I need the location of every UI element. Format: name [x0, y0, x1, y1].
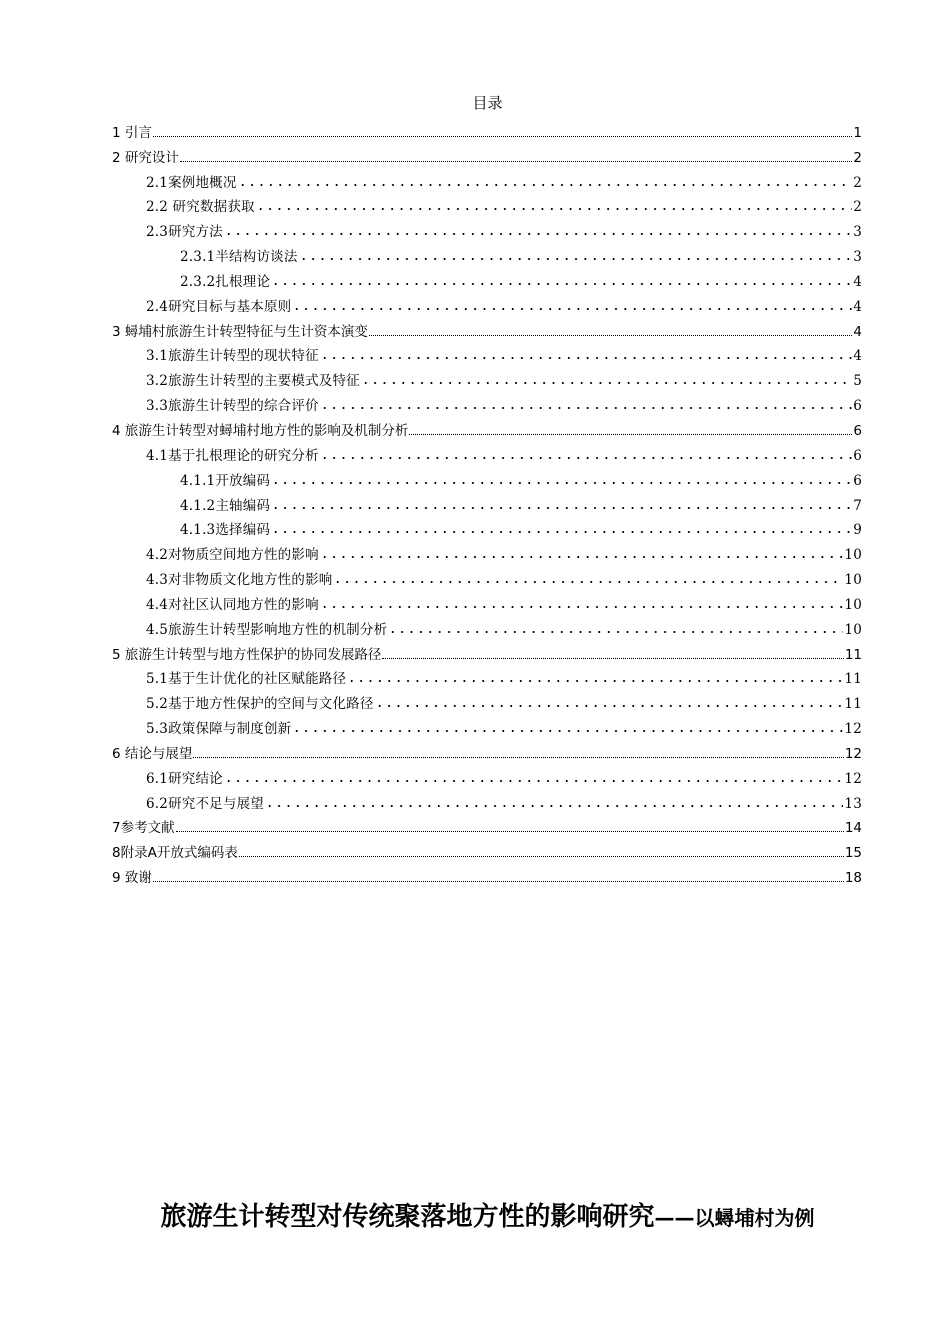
toc-entry-page-number: 11 — [844, 646, 862, 663]
toc-dot-leader — [153, 877, 844, 882]
toc-entry[interactable] — [112, 787, 862, 812]
toc-entry[interactable] — [112, 464, 862, 489]
toc-entry[interactable] — [112, 215, 862, 240]
toc-entry-page-number: 6 — [853, 398, 862, 415]
toc-entry[interactable] — [112, 141, 862, 166]
toc-entry-label: 3.2旅游生计转型的主要模式及特征 — [146, 373, 360, 390]
toc-dot-leader — [239, 852, 844, 857]
toc-entry-page-number: 10 — [844, 547, 862, 564]
toc-entry[interactable] — [112, 638, 862, 663]
document-title-subtitle: 以蟳埔村为例 — [694, 1206, 815, 1230]
toc-dot-leader — [265, 804, 843, 808]
toc-entry[interactable] — [112, 414, 862, 439]
toc-dot-leader — [271, 282, 852, 286]
toc-entry-label: 4.5旅游生计转型影响地方性的机制分析 — [146, 621, 388, 638]
toc-entry[interactable] — [112, 340, 862, 365]
document-title — [0, 1196, 950, 1233]
toc-entry-label: 6 结论与展望 — [112, 745, 193, 762]
toc-entry[interactable] — [112, 439, 862, 464]
toc-entry-page-number: 11 — [844, 696, 862, 713]
toc-entry-label: 4.1.2主轴编码 — [180, 497, 271, 514]
toc-dot-leader — [320, 406, 852, 410]
toc-entry-page-number: 12 — [844, 721, 862, 738]
toc-entry-label: 3.3旅游生计转型的综合评价 — [146, 398, 319, 415]
toc-entry-page-number: 13 — [844, 795, 862, 812]
toc-entry-page-number: 4 — [853, 323, 862, 340]
toc-entry-label: 2.2 研究数据获取 — [146, 199, 255, 216]
toc-entry-page-number: 14 — [844, 820, 862, 837]
toc-heading: 目录 — [472, 94, 503, 112]
toc-entry[interactable] — [112, 812, 862, 837]
toc-entry[interactable] — [112, 364, 862, 389]
toc-entry[interactable] — [112, 563, 862, 588]
toc-dot-leader — [320, 456, 852, 460]
toc-entry[interactable] — [112, 712, 862, 737]
toc-entry-page-number: 18 — [844, 870, 862, 887]
toc-entry-page-number: 4 — [853, 348, 862, 365]
toc-entry[interactable] — [112, 315, 862, 340]
toc-dot-leader — [369, 331, 853, 336]
toc-entry[interactable] — [112, 737, 862, 762]
toc-entry[interactable] — [112, 663, 862, 688]
toc-entry[interactable] — [112, 613, 862, 638]
toc-entry-label: 5.2基于地方性保护的空间与文化路径 — [146, 696, 374, 713]
toc-entry-page-number: 10 — [844, 621, 862, 638]
toc-dot-leader — [271, 530, 852, 534]
toc-entry[interactable] — [112, 489, 862, 514]
toc-entry-label: 4.3对非物质文化地方性的影响 — [146, 572, 333, 589]
toc-entry[interactable] — [112, 836, 862, 861]
toc-entry-page-number: 2 — [853, 149, 862, 166]
toc-entry[interactable] — [112, 389, 862, 414]
toc-dot-leader — [409, 430, 852, 435]
toc-entry-label: 1 引言 — [112, 124, 152, 141]
toc-dot-leader — [388, 630, 843, 634]
toc-entry-label: 7参考文献 — [112, 820, 175, 837]
toc-dot-leader — [320, 356, 852, 360]
toc-dot-leader — [361, 381, 852, 385]
toc-entry[interactable] — [112, 514, 862, 539]
toc-entry-page-number: 6 — [853, 422, 862, 439]
toc-entry-page-number: 12 — [844, 770, 862, 787]
toc-dot-leader — [271, 506, 852, 510]
toc-entry-page-number: 15 — [844, 845, 862, 862]
toc-entry[interactable] — [112, 265, 862, 290]
table-of-contents — [112, 116, 862, 886]
toc-entry-label: 3 蟳埔村旅游生计转型特征与生计资本演变 — [112, 323, 368, 340]
toc-entry-page-number: 5 — [853, 373, 862, 390]
toc-entry-label: 9 致谢 — [112, 870, 152, 887]
toc-dot-leader — [180, 157, 853, 162]
toc-entry-page-number: 1 — [853, 124, 862, 141]
toc-entry-label: 6.2研究不足与展望 — [146, 795, 264, 812]
toc-entry[interactable] — [112, 240, 862, 265]
toc-dot-leader — [238, 183, 853, 187]
toc-entry-page-number: 6 — [853, 447, 862, 464]
toc-entry-label: 2.3.1半结构访谈法 — [180, 249, 298, 266]
toc-dot-leader — [193, 753, 843, 758]
toc-entry[interactable] — [112, 538, 862, 563]
toc-entry-page-number: 4 — [853, 298, 862, 315]
toc-entry-page-number: 2 — [853, 174, 862, 191]
toc-entry-page-number: 2 — [853, 199, 862, 216]
toc-dot-leader — [153, 132, 853, 137]
toc-entry-label: 4.4对社区认同地方性的影响 — [146, 596, 319, 613]
toc-dot-leader — [382, 654, 843, 659]
toc-entry-page-number: 6 — [853, 472, 862, 489]
toc-entry-label: 2.3研究方法 — [146, 224, 223, 241]
toc-entry[interactable] — [112, 116, 862, 141]
toc-dot-leader — [292, 729, 843, 733]
toc-entry-label: 3.1旅游生计转型的现状特征 — [146, 348, 319, 365]
toc-entry-label: 8附录A开放式编码表 — [112, 845, 238, 862]
toc-entry-page-number: 7 — [853, 497, 862, 514]
toc-dot-leader — [176, 827, 844, 832]
toc-entry-label: 4.1.3选择编码 — [180, 522, 271, 539]
toc-entry-label: 5 旅游生计转型与地方性保护的协同发展路径 — [112, 646, 382, 663]
toc-entry-page-number: 3 — [853, 224, 862, 241]
toc-dot-leader — [224, 232, 852, 236]
toc-entry-page-number: 12 — [844, 745, 862, 762]
toc-entry-label: 6.1研究结论 — [146, 770, 223, 787]
toc-entry[interactable] — [112, 588, 862, 613]
toc-dot-leader — [271, 481, 852, 485]
toc-entry[interactable] — [112, 861, 862, 886]
toc-entry-label: 4.1.1开放编码 — [180, 472, 271, 489]
toc-dot-leader — [256, 207, 852, 211]
document-title-main: 旅游生计转型对传统聚落地方性的影响研究 — [160, 1202, 655, 1232]
toc-dot-leader — [347, 679, 843, 683]
toc-entry-label: 2 研究设计 — [112, 149, 179, 166]
toc-dot-leader — [224, 779, 844, 783]
toc-entry-label: 2.1案例地概况 — [146, 174, 237, 191]
toc-entry-page-number: 11 — [844, 671, 862, 688]
toc-entry-label: 4.2对物质空间地方性的影响 — [146, 547, 319, 564]
toc-dot-leader — [292, 307, 852, 311]
toc-entry[interactable] — [112, 762, 862, 787]
toc-entry[interactable] — [112, 191, 862, 216]
toc-dot-leader — [299, 257, 853, 261]
toc-entry-label: 5.1基于生计优化的社区赋能路径 — [146, 671, 347, 688]
toc-dot-leader — [375, 704, 844, 708]
toc-entry-page-number: 10 — [844, 572, 862, 589]
toc-entry-label: 4.1基于扎根理论的研究分析 — [146, 447, 319, 464]
toc-dot-leader — [333, 580, 843, 584]
toc-entry[interactable] — [112, 290, 862, 315]
toc-dot-leader — [320, 555, 844, 559]
toc-entry-label: 4 旅游生计转型对蟳埔村地方性的影响及机制分析 — [112, 422, 409, 439]
toc-entry-page-number: 4 — [853, 273, 862, 290]
toc-entry-page-number: 9 — [853, 522, 862, 539]
toc-entry-label: 5.3政策保障与制度创新 — [146, 721, 292, 738]
toc-entry[interactable] — [112, 166, 862, 191]
toc-entry-page-number: 3 — [853, 249, 862, 266]
toc-entry-page-number: 10 — [844, 596, 862, 613]
toc-entry[interactable] — [112, 687, 862, 712]
toc-dot-leader — [320, 605, 844, 609]
toc-entry-label: 2.3.2扎根理论 — [180, 273, 271, 290]
toc-entry-label: 2.4研究目标与基本原则 — [146, 298, 292, 315]
document-title-dash: —— — [654, 1206, 695, 1230]
